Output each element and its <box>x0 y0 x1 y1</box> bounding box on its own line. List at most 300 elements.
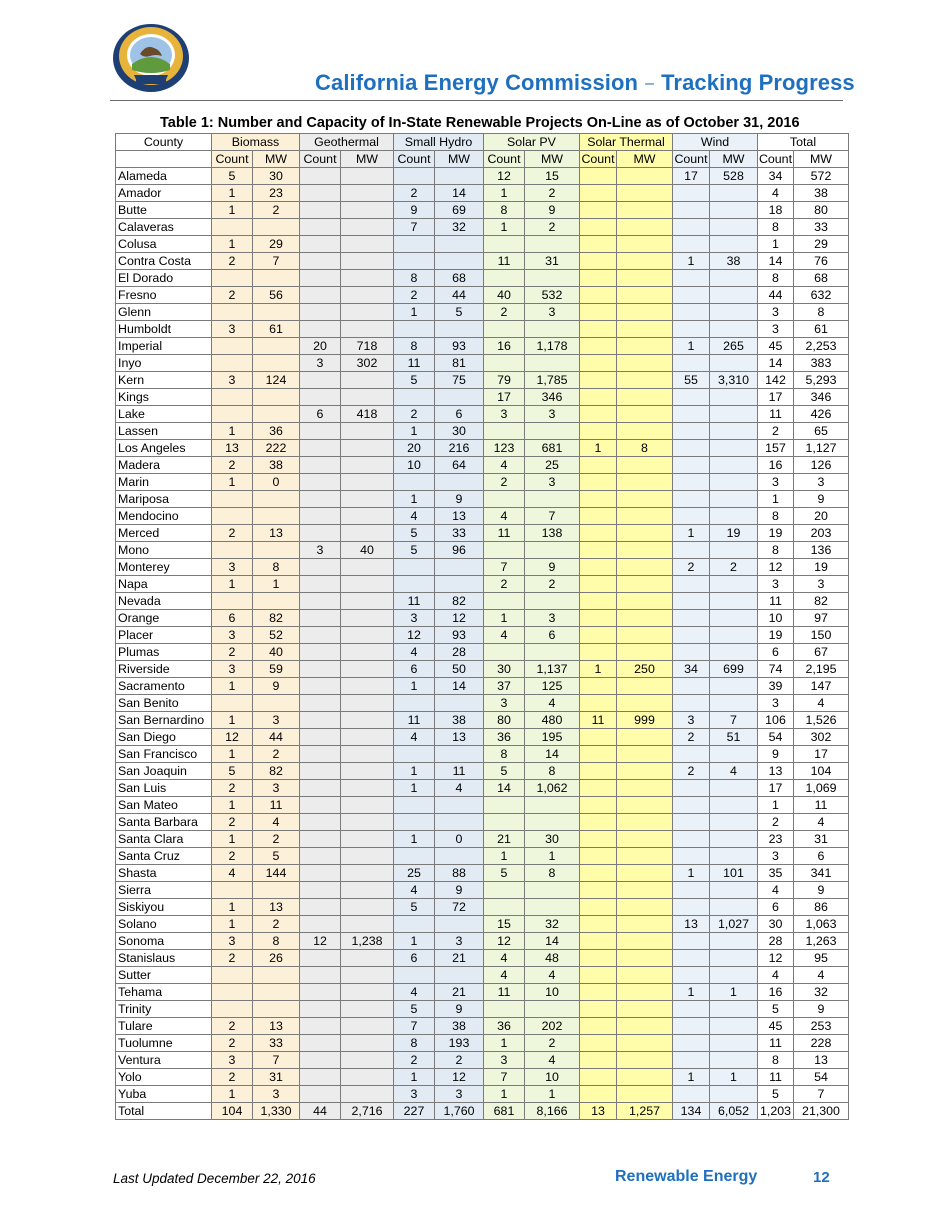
count-cell <box>300 746 341 763</box>
count-cell <box>580 1001 617 1018</box>
mw-cell <box>710 1035 758 1052</box>
count-cell: 7 <box>394 1018 435 1035</box>
mw-cell: 1,137 <box>525 661 580 678</box>
mw-cell: 21 <box>435 950 484 967</box>
count-cell: 17 <box>758 780 794 797</box>
table-row <box>116 355 849 372</box>
county-name: Alameda <box>116 168 212 185</box>
mw-cell <box>341 304 394 321</box>
count-cell <box>212 219 253 236</box>
mw-cell: 4 <box>794 695 849 712</box>
mw-cell: 9 <box>525 202 580 219</box>
mw-cell: 4 <box>253 814 300 831</box>
count-cell <box>212 389 253 406</box>
mw-cell <box>617 474 673 491</box>
mw-cell <box>341 219 394 236</box>
table-row <box>116 882 849 899</box>
mw-cell <box>617 967 673 984</box>
subheader-count: Count <box>674 151 708 166</box>
table-row <box>116 406 849 423</box>
count-cell: 37 <box>484 678 525 695</box>
last-updated-note: Last Updated December 22, 2016 <box>113 1171 316 1186</box>
mw-cell <box>341 780 394 797</box>
mw-cell: 480 <box>525 712 580 729</box>
mw-cell <box>617 457 673 474</box>
count-cell: 1 <box>758 236 794 253</box>
mw-cell: 1,238 <box>341 933 394 950</box>
mw-cell <box>253 1001 300 1018</box>
count-cell <box>580 168 617 185</box>
mw-cell: 3 <box>253 1086 300 1103</box>
count-cell: 106 <box>758 712 794 729</box>
count-cell <box>394 474 435 491</box>
count-cell <box>484 355 525 372</box>
mw-cell: 2 <box>525 576 580 593</box>
count-cell: 3 <box>212 559 253 576</box>
mw-cell <box>341 1001 394 1018</box>
count-cell: 18 <box>758 202 794 219</box>
count-cell <box>580 1035 617 1052</box>
mw-cell <box>253 338 300 355</box>
table-row <box>116 185 849 202</box>
count-cell: 3 <box>212 627 253 644</box>
mw-cell <box>710 1052 758 1069</box>
count-cell: 74 <box>758 661 794 678</box>
count-cell <box>673 542 710 559</box>
count-cell <box>673 491 710 508</box>
count-cell <box>580 814 617 831</box>
count-cell: 11 <box>484 525 525 542</box>
mw-cell <box>341 593 394 610</box>
subheader-mw: MW <box>253 151 300 168</box>
count-cell: 3 <box>484 695 525 712</box>
count-cell: 5 <box>394 372 435 389</box>
mw-cell <box>341 1069 394 1086</box>
count-cell <box>673 780 710 797</box>
mw-cell: 302 <box>794 729 849 746</box>
count-cell: 12 <box>484 933 525 950</box>
count-cell <box>580 763 617 780</box>
count-cell: 21 <box>484 831 525 848</box>
mw-cell <box>341 950 394 967</box>
mw-cell: 95 <box>794 950 849 967</box>
count-cell: 3 <box>212 661 253 678</box>
mw-cell <box>617 627 673 644</box>
count-cell <box>580 1052 617 1069</box>
count-cell <box>300 814 341 831</box>
county-name: Sierra <box>116 882 212 899</box>
mw-cell: 64 <box>435 457 484 474</box>
count-cell <box>300 967 341 984</box>
table-row <box>116 661 849 678</box>
mw-cell <box>617 1052 673 1069</box>
mw-cell: 19 <box>794 559 849 576</box>
mw-cell: 13 <box>253 525 300 542</box>
mw-cell <box>617 1069 673 1086</box>
count-cell: 44 <box>300 1103 341 1120</box>
county-name: Yuba <box>116 1086 212 1103</box>
count-cell: 6 <box>758 899 794 916</box>
table-row <box>116 576 849 593</box>
count-cell: 134 <box>673 1103 710 1120</box>
mw-cell <box>710 202 758 219</box>
mw-cell: 2 <box>253 202 300 219</box>
count-cell <box>673 627 710 644</box>
mw-cell: 222 <box>253 440 300 457</box>
mw-cell <box>710 389 758 406</box>
count-cell <box>580 780 617 797</box>
count-cell: 142 <box>758 372 794 389</box>
count-cell <box>673 423 710 440</box>
county-name: San Luis <box>116 780 212 797</box>
mw-cell <box>710 287 758 304</box>
count-cell <box>484 899 525 916</box>
mw-cell: 13 <box>253 899 300 916</box>
mw-cell: 6 <box>525 627 580 644</box>
count-cell <box>580 950 617 967</box>
count-cell <box>673 389 710 406</box>
mw-cell <box>435 797 484 814</box>
count-cell: 30 <box>484 661 525 678</box>
mw-cell <box>617 695 673 712</box>
count-cell <box>394 848 435 865</box>
mw-cell <box>435 695 484 712</box>
count-cell <box>300 678 341 695</box>
count-cell: 14 <box>758 253 794 270</box>
county-name: Lassen <box>116 423 212 440</box>
count-cell: 36 <box>484 729 525 746</box>
count-cell: 2 <box>212 780 253 797</box>
count-cell: 5 <box>212 763 253 780</box>
mw-cell <box>710 1018 758 1035</box>
mw-cell <box>710 678 758 695</box>
mw-cell <box>341 729 394 746</box>
count-cell <box>580 797 617 814</box>
mw-cell <box>617 797 673 814</box>
count-cell: 5 <box>758 1001 794 1018</box>
mw-cell: 346 <box>525 389 580 406</box>
count-cell <box>673 797 710 814</box>
mw-cell: 51 <box>710 729 758 746</box>
count-cell: 7 <box>484 1069 525 1086</box>
mw-cell: 61 <box>794 321 849 338</box>
mw-cell <box>617 372 673 389</box>
mw-cell <box>341 168 394 185</box>
county-name: Mendocino <box>116 508 212 525</box>
count-cell: 79 <box>484 372 525 389</box>
count-cell: 4 <box>394 984 435 1001</box>
county-name: Shasta <box>116 865 212 882</box>
count-cell <box>580 1018 617 1035</box>
count-cell: 2 <box>394 185 435 202</box>
count-cell <box>300 474 341 491</box>
count-cell <box>673 508 710 525</box>
mw-cell <box>341 644 394 661</box>
count-cell: 4 <box>484 627 525 644</box>
count-cell <box>484 423 525 440</box>
mw-cell: 2 <box>525 219 580 236</box>
count-cell: 3 <box>484 406 525 423</box>
mw-cell: 383 <box>794 355 849 372</box>
table-row <box>116 780 849 797</box>
mw-cell <box>617 831 673 848</box>
mw-cell: 125 <box>525 678 580 695</box>
mw-cell: 4 <box>435 780 484 797</box>
mw-cell: 72 <box>435 899 484 916</box>
mw-cell: 144 <box>253 865 300 882</box>
count-cell <box>673 474 710 491</box>
mw-cell: 5 <box>253 848 300 865</box>
count-cell: 8 <box>758 219 794 236</box>
mw-cell <box>710 491 758 508</box>
mw-cell <box>253 304 300 321</box>
count-cell <box>394 576 435 593</box>
count-cell: 80 <box>484 712 525 729</box>
count-cell <box>673 457 710 474</box>
count-cell: 12 <box>394 627 435 644</box>
count-cell <box>212 270 253 287</box>
count-cell: 1 <box>394 1069 435 1086</box>
count-cell <box>300 321 341 338</box>
mw-cell <box>710 440 758 457</box>
count-cell <box>580 338 617 355</box>
mw-cell <box>617 185 673 202</box>
mw-cell: 532 <box>525 287 580 304</box>
count-cell <box>394 389 435 406</box>
county-name: Tehama <box>116 984 212 1001</box>
count-cell: 1 <box>394 423 435 440</box>
mw-cell <box>617 406 673 423</box>
mw-cell: 2 <box>435 1052 484 1069</box>
count-cell <box>673 882 710 899</box>
count-cell <box>580 270 617 287</box>
count-cell: 1 <box>758 797 794 814</box>
mw-cell: 4 <box>525 1052 580 1069</box>
count-cell <box>300 1018 341 1035</box>
mw-cell <box>525 644 580 661</box>
mw-cell: 65 <box>794 423 849 440</box>
column-header-county: County <box>116 134 212 151</box>
count-cell: 4 <box>484 967 525 984</box>
count-cell: 11 <box>758 406 794 423</box>
count-cell <box>484 644 525 661</box>
mw-cell: 3,310 <box>710 372 758 389</box>
count-cell: 6 <box>758 644 794 661</box>
mw-cell <box>525 882 580 899</box>
count-cell: 1 <box>212 236 253 253</box>
count-cell: 4 <box>758 185 794 202</box>
mw-cell: 40 <box>253 644 300 661</box>
county-name: Tulare <box>116 1018 212 1035</box>
header-report-name: Tracking Progress <box>661 70 855 95</box>
count-cell <box>212 967 253 984</box>
count-cell <box>580 508 617 525</box>
mw-cell: 8 <box>253 559 300 576</box>
count-cell <box>300 253 341 270</box>
count-cell: 23 <box>758 831 794 848</box>
mw-cell <box>617 219 673 236</box>
mw-cell: 11 <box>794 797 849 814</box>
mw-cell: 3 <box>525 610 580 627</box>
mw-cell: 32 <box>435 219 484 236</box>
count-cell: 4 <box>394 882 435 899</box>
mw-cell: 82 <box>794 593 849 610</box>
count-cell <box>580 304 617 321</box>
mw-cell: 250 <box>617 661 673 678</box>
group-header: Solar Thermal <box>580 134 673 151</box>
count-cell <box>300 440 341 457</box>
mw-cell <box>710 355 758 372</box>
mw-cell <box>341 882 394 899</box>
count-cell: 11 <box>758 593 794 610</box>
count-cell: 3 <box>212 1052 253 1069</box>
mw-cell <box>435 916 484 933</box>
subheader-count: Count <box>212 151 253 168</box>
count-cell: 4 <box>758 967 794 984</box>
mw-cell <box>617 423 673 440</box>
mw-cell <box>710 967 758 984</box>
count-cell: 10 <box>394 457 435 474</box>
count-cell: 1 <box>212 576 253 593</box>
mw-cell <box>435 559 484 576</box>
count-cell: 1 <box>673 984 710 1001</box>
mw-cell <box>710 1001 758 1018</box>
mw-cell <box>341 610 394 627</box>
count-cell <box>484 321 525 338</box>
count-cell: 8 <box>394 338 435 355</box>
mw-cell <box>525 899 580 916</box>
count-cell <box>580 576 617 593</box>
count-cell <box>212 542 253 559</box>
count-cell <box>673 1035 710 1052</box>
count-cell: 3 <box>394 610 435 627</box>
count-cell: 1 <box>212 202 253 219</box>
mw-cell <box>617 1001 673 1018</box>
count-cell <box>673 185 710 202</box>
count-cell: 1 <box>212 185 253 202</box>
mw-cell <box>710 219 758 236</box>
table-row <box>116 253 849 270</box>
mw-cell <box>253 984 300 1001</box>
mw-cell: 68 <box>794 270 849 287</box>
count-cell: 2 <box>212 253 253 270</box>
group-header: Small Hydro <box>394 134 484 151</box>
mw-cell <box>341 559 394 576</box>
count-cell: 6 <box>394 950 435 967</box>
mw-cell: 12 <box>435 1069 484 1086</box>
mw-cell <box>710 627 758 644</box>
table-row <box>116 967 849 984</box>
mw-cell: 1,178 <box>525 338 580 355</box>
mw-cell: 30 <box>435 423 484 440</box>
count-cell <box>300 661 341 678</box>
mw-cell: 346 <box>794 389 849 406</box>
count-cell <box>580 695 617 712</box>
mw-cell: 1,760 <box>435 1103 484 1120</box>
county-name: Sutter <box>116 967 212 984</box>
mw-cell: 61 <box>253 321 300 338</box>
count-cell: 1 <box>394 304 435 321</box>
mw-cell <box>710 474 758 491</box>
count-cell <box>212 695 253 712</box>
mw-cell: 681 <box>525 440 580 457</box>
mw-cell <box>341 440 394 457</box>
mw-cell: 1,069 <box>794 780 849 797</box>
count-cell: 3 <box>758 304 794 321</box>
count-cell <box>300 491 341 508</box>
county-name: Kern <box>116 372 212 389</box>
county-name: Lake <box>116 406 212 423</box>
mw-cell <box>710 848 758 865</box>
mw-cell: 1,526 <box>794 712 849 729</box>
county-name: San Bernardino <box>116 712 212 729</box>
count-cell: 11 <box>394 712 435 729</box>
count-cell: 2 <box>673 729 710 746</box>
table-row <box>116 1001 849 1018</box>
mw-cell <box>435 746 484 763</box>
count-cell: 20 <box>394 440 435 457</box>
mw-cell: 1 <box>525 848 580 865</box>
count-cell <box>580 1086 617 1103</box>
count-cell <box>212 491 253 508</box>
county-name: Los Angeles <box>116 440 212 457</box>
count-cell: 8 <box>394 1035 435 1052</box>
count-cell: 1 <box>394 780 435 797</box>
count-cell: 5 <box>758 1086 794 1103</box>
table-row <box>116 746 849 763</box>
mw-cell: 14 <box>435 185 484 202</box>
mw-cell <box>341 321 394 338</box>
count-cell <box>673 899 710 916</box>
count-cell: 2 <box>212 950 253 967</box>
count-cell: 8 <box>484 746 525 763</box>
count-cell: 3 <box>394 1086 435 1103</box>
county-name: Tuolumne <box>116 1035 212 1052</box>
mw-cell <box>525 542 580 559</box>
mw-cell <box>341 967 394 984</box>
mw-cell <box>341 865 394 882</box>
count-cell <box>484 797 525 814</box>
count-cell <box>580 746 617 763</box>
county-name: Santa Barbara <box>116 814 212 831</box>
mw-cell: 32 <box>794 984 849 1001</box>
mw-cell: 38 <box>710 253 758 270</box>
mw-cell <box>435 168 484 185</box>
count-cell <box>212 304 253 321</box>
count-cell: 30 <box>758 916 794 933</box>
table-header-groups <box>116 134 849 151</box>
count-cell: 9 <box>394 202 435 219</box>
mw-cell <box>341 202 394 219</box>
table-row <box>116 712 849 729</box>
count-cell <box>580 219 617 236</box>
table-row <box>116 1035 849 1052</box>
mw-cell <box>525 797 580 814</box>
mw-cell: 216 <box>435 440 484 457</box>
count-cell <box>300 644 341 661</box>
subheader-count: Count <box>394 151 435 168</box>
count-cell <box>580 253 617 270</box>
mw-cell <box>710 508 758 525</box>
mw-cell: 147 <box>794 678 849 695</box>
mw-cell <box>341 661 394 678</box>
mw-cell: 7 <box>794 1086 849 1103</box>
county-name: Glenn <box>116 304 212 321</box>
count-cell <box>673 270 710 287</box>
count-cell <box>673 746 710 763</box>
count-cell: 1 <box>212 474 253 491</box>
count-cell <box>580 593 617 610</box>
